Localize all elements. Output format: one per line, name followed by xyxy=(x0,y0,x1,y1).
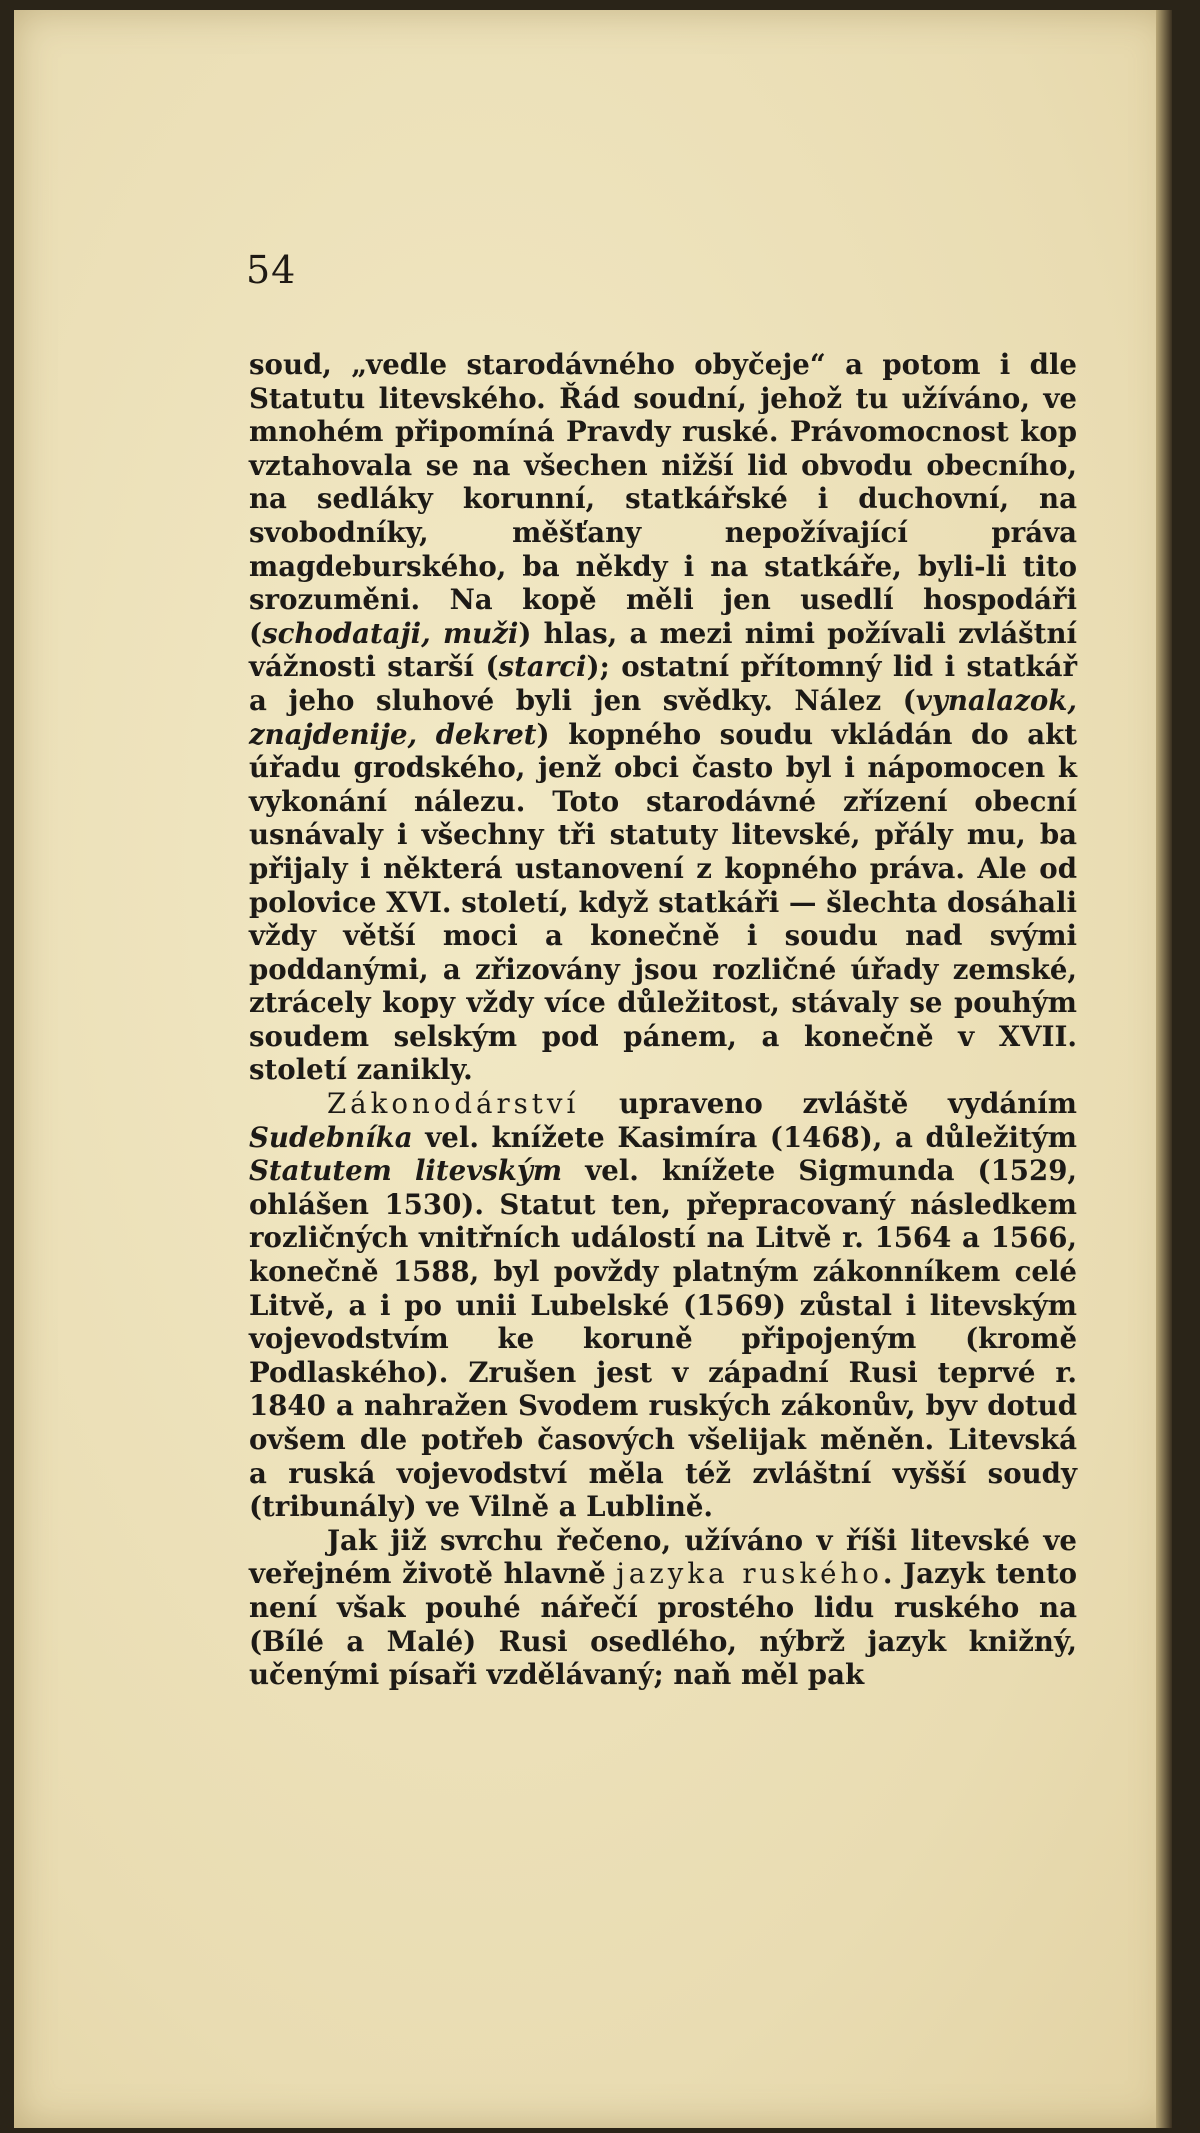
text-span: ) kopného soudu vkládán do akt úřadu grodského, jenž obci často byl i nápomocen k vykonání nálezu. Toto starodávné zřízení obecní usnávaly i všechny tři statuty litevské, přály mu, ba přijaly i některá ustanovení z kopného práva. Ale od polovice XVI. století, když statkáři — šlechta dosáhali vždy větší moci a konečně i soudu nad svými poddanými, a zřizovány jsou rozličné úřady zemské, ztrácely kopy vždy více důležitost, stávaly se pouhým soudem selským pod pánem, a konečně v XVII. století zanikly. xyxy=(249,717,1077,1087)
text-span: ) hlas, a mezi nimi požívali zvláštní vážnosti starší ( xyxy=(249,616,1078,684)
spaced-heading-word: Zákonodárství xyxy=(327,1087,580,1121)
italic-term: starci xyxy=(498,650,587,684)
italic-term: Statutem litevským xyxy=(249,1154,563,1188)
text-span: soud, „vedle starodávného obyčeje“ a potom i dle Statutu litevského. Řád soudní, jehož tu užíváno, ve mnohém připomíná Pravdy ruské. Právomocnost kop vztahovala se na všechen nižší lid obvodu obecního, na sedláky korunní, statkářské i duchovní, na svobodníky, měšťany nepožívající práva magdeburského, ba někdy i na statkáře, byli-li tito srozuměni. Na kopě měli jen usedlí hospodáři ( xyxy=(249,348,1077,650)
text-span: Jak již svrchu řečeno, užíváno v říši litevské ve veřejném životě hlavně xyxy=(249,1523,1077,1591)
book-page xyxy=(14,10,1172,2128)
paragraph-1 xyxy=(249,348,1077,1087)
paragraph-2 xyxy=(249,1087,1077,1524)
page-binding-edge xyxy=(1156,10,1172,2128)
text-span: upraveno zvláště vydáním xyxy=(579,1087,1077,1121)
spaced-emphasis: jazyka ruského xyxy=(616,1557,883,1591)
body-text xyxy=(249,348,1077,1692)
italic-term: Sudebníka xyxy=(249,1120,413,1154)
italic-term: schodataji, muži xyxy=(262,616,519,650)
italic-term: vynalazok, znajdenije, dekret xyxy=(249,683,1077,751)
text-span: vel. knížete Sigmunda (1529, ohlášen 1530). Statut ten, přepracovaný následkem rozličných vnitřních událostí na Litvě r. 1564 a 1566, konečně 1588, byl povždy platným zákonníkem celé Litvě, a i po unii Lubelské (1569) zůstal i litevským vojevodstvím ke koruně připojeným (kromě Podlaského). Zrušen jest v západní Rusi teprvé r. 1840 a nahražen Svodem ruských zákonův, byv dotud ovšem dle potřeb časových všelijak měněn. Litevská a ruská vojevodství měla též zvláštní vyšší soudy (tribunály) ve Vilně a Lublině. xyxy=(249,1154,1077,1524)
text-span: . Jazyk tento není však pouhé nářečí prostého lidu ruského na (Bílé a Malé) Rusi osedlého, nýbrž jazyk knižný, učenými písaři vzdělávaný; naň měl pak xyxy=(249,1557,1077,1692)
text-span: ); ostatní přítomný lid i statkář a jeho sluhové byli jen svědky. Nález ( xyxy=(249,650,1077,717)
page-number: 54 xyxy=(246,248,297,292)
paragraph-3 xyxy=(249,1524,1077,1692)
text-span: vel. knížete Kasimíra (1468), a důležitým xyxy=(412,1120,1077,1154)
